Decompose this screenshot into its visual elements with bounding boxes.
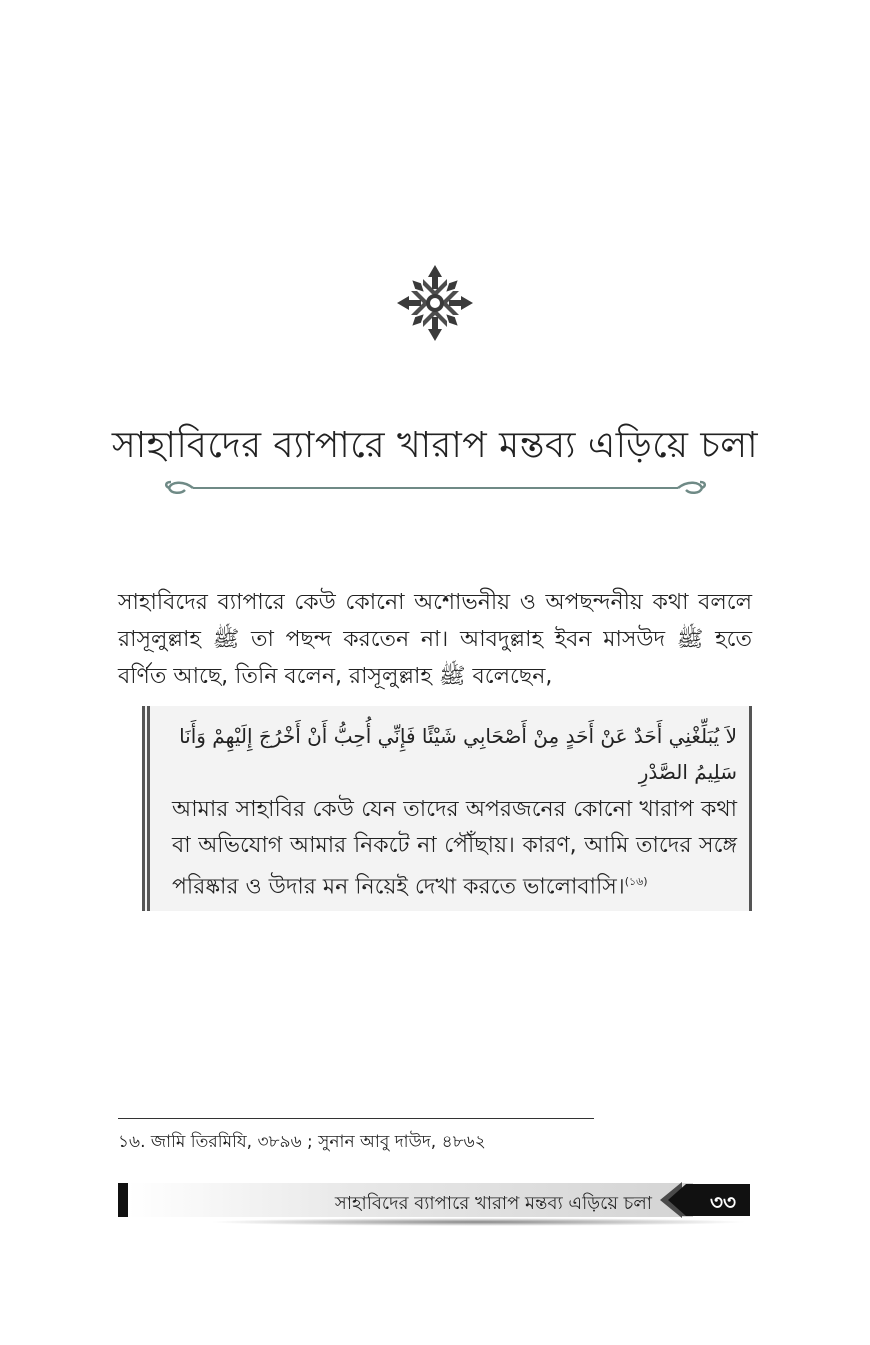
title-divider-flourish (163, 478, 708, 498)
footnote-divider (118, 1118, 594, 1119)
hadith-translation-text: আমার সাহাবির কেউ যেন তাদের অপরজনের কোনো খারাপ কথা বা অভিযোগ আমার নিকটে না পৌঁছায়। কারণ, আমি তাদের সঙ্গে পরিষ্কার ও উদার মন নিয়েই দেখা করতে ভালোবাসি। (172, 797, 737, 900)
page-number: ৩৩ (709, 1190, 736, 1214)
chapter-title: সাহাবিদের ব্যাপারে খারাপ মন্তব্য এড়িয়ে চলা (111, 425, 759, 466)
running-head: সাহাবিদের ব্যাপারে খারাপ মন্তব্য এড়িয়ে চলা (334, 1193, 652, 1214)
arabic-hadith-text: لاَ يُبَلِّغْنِي أَحَدٌ عَنْ أَحَدٍ مِنْ أَصْحَابِي شَيْئًا فَإِنِّي أُحِبُّ أَنْ أَخْرُجَ إِلَيْهِمْ وَأَنَا سَلِيمُ الصَّدْرِ (179, 724, 737, 784)
page-footer (118, 1180, 750, 1230)
footnote-reference[interactable]: (১৬) (624, 875, 648, 888)
hadith-quote-box (142, 706, 752, 911)
footnote: ১৬. জামি তিরমিযি, ৩৮৯৬ ; সুনান আবু দাউদ, ৪৮৬২ (118, 1132, 486, 1152)
page-number-tab (660, 1180, 750, 1220)
body-paragraph: সাহাবিদের ব্যাপারে কেউ কোনো অশোভনীয় ও অপছন্দনীয় কথা বললে রাসূলুল্লাহ ﷺ তা পছন্দ করতেন না। আবদুল্লাহ ইবন মাসউদ ﷺ হতে বর্ণিত আছে, তিনি বলেন, রাসূলুল্লাহ ﷺ বলেছেন, (118, 590, 752, 689)
hadith-translation (172, 792, 737, 905)
eight-point-star-ornament-icon (395, 263, 475, 343)
